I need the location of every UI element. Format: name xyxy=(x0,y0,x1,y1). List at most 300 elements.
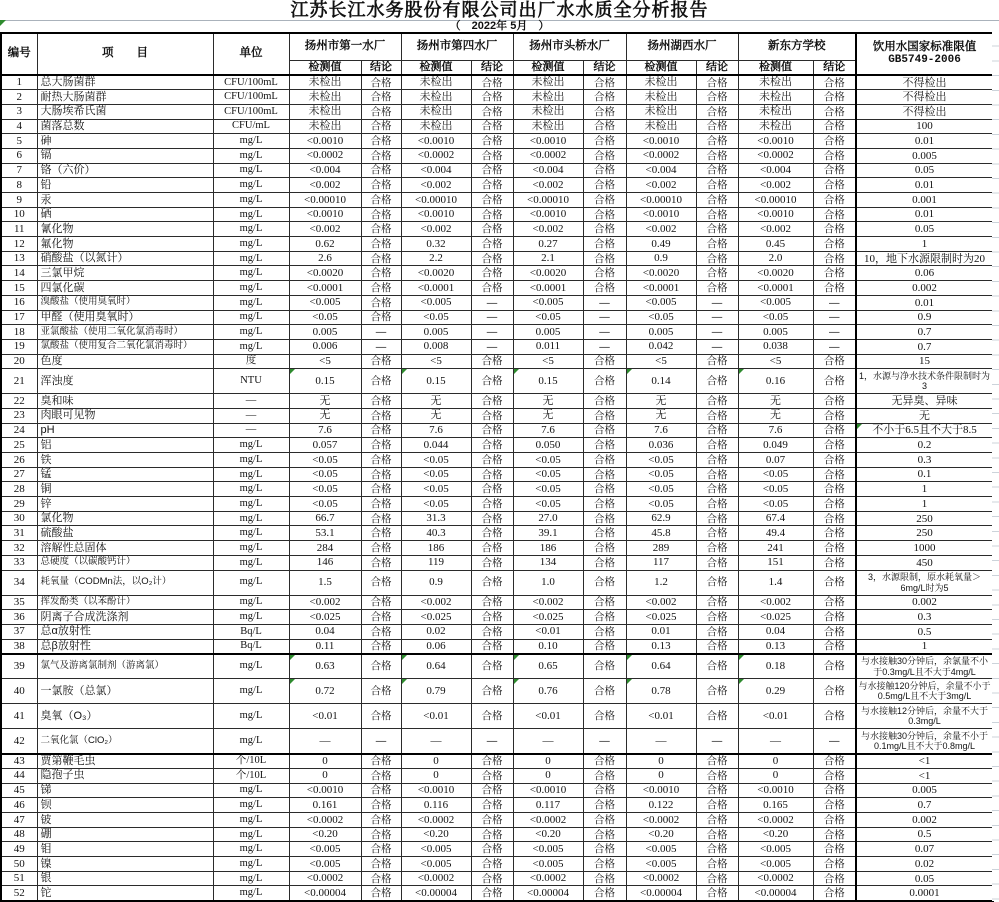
conclusion-cell[interactable]: 合格 xyxy=(471,90,513,105)
conclusion-cell[interactable]: 合格 xyxy=(813,526,856,541)
item-name-cell[interactable]: 镉 xyxy=(37,148,213,163)
measured-value-cell[interactable]: <0.0002 xyxy=(738,813,813,828)
measured-value-cell[interactable]: <0.002 xyxy=(513,178,583,193)
conclusion-cell[interactable]: 合格 xyxy=(471,857,513,872)
col-header-conclusion-2[interactable]: 结论 xyxy=(471,61,513,76)
row-number-cell[interactable]: 26 xyxy=(1,453,37,468)
conclusion-cell[interactable]: 合格 xyxy=(813,369,856,394)
conclusion-cell[interactable]: 合格 xyxy=(696,497,738,512)
unit-cell[interactable]: mg/L xyxy=(213,871,289,886)
row-number-cell[interactable]: 28 xyxy=(1,482,37,497)
row-number-cell[interactable]: 16 xyxy=(1,295,37,310)
measured-value-cell[interactable]: <0.00004 xyxy=(401,886,471,901)
measured-value-cell[interactable]: <0.05 xyxy=(513,310,583,325)
conclusion-cell[interactable]: 合格 xyxy=(813,119,856,134)
measured-value-cell[interactable]: 无 xyxy=(513,394,583,409)
conclusion-cell[interactable]: 合格 xyxy=(361,310,401,325)
row-number-cell[interactable]: 45 xyxy=(1,783,37,798)
conclusion-cell[interactable]: 合格 xyxy=(813,281,856,296)
col-header-value-2[interactable]: 检测值 xyxy=(401,61,471,76)
conclusion-cell[interactable]: 合格 xyxy=(813,423,856,438)
conclusion-cell[interactable]: 合格 xyxy=(696,570,738,595)
conclusion-cell[interactable]: — xyxy=(471,310,513,325)
conclusion-cell[interactable]: — xyxy=(696,295,738,310)
measured-value-cell[interactable]: 未检出 xyxy=(289,90,361,105)
measured-value-cell[interactable]: <0.004 xyxy=(401,163,471,178)
measured-value-cell[interactable]: 0.11 xyxy=(289,639,361,654)
item-name-cell[interactable]: 硼 xyxy=(37,827,213,842)
conclusion-cell[interactable]: 合格 xyxy=(696,704,738,729)
measured-value-cell[interactable]: <0.005 xyxy=(401,842,471,857)
measured-value-cell[interactable]: <0.20 xyxy=(401,827,471,842)
measured-value-cell[interactable]: <0.0002 xyxy=(289,813,361,828)
measured-value-cell[interactable]: — xyxy=(513,729,583,754)
row-number-cell[interactable]: 25 xyxy=(1,438,37,453)
unit-cell[interactable]: mg/L xyxy=(213,704,289,729)
conclusion-cell[interactable]: 合格 xyxy=(471,526,513,541)
measured-value-cell[interactable]: 0.005 xyxy=(626,325,696,340)
measured-value-cell[interactable]: 0 xyxy=(738,768,813,783)
conclusion-cell[interactable]: 合格 xyxy=(813,871,856,886)
conclusion-cell[interactable]: 合格 xyxy=(471,467,513,482)
measured-value-cell[interactable]: <0.05 xyxy=(289,467,361,482)
row-number-cell[interactable]: 36 xyxy=(1,610,37,625)
unit-cell[interactable]: — xyxy=(213,423,289,438)
standard-limit-cell[interactable]: 0.7 xyxy=(856,339,993,354)
measured-value-cell[interactable]: 7.6 xyxy=(513,423,583,438)
measured-value-cell[interactable]: 未检出 xyxy=(289,119,361,134)
standard-limit-cell[interactable]: 0.01 xyxy=(856,295,993,310)
item-name-cell[interactable]: 锑 xyxy=(37,783,213,798)
conclusion-cell[interactable]: 合格 xyxy=(471,768,513,783)
measured-value-cell[interactable]: <0.005 xyxy=(289,842,361,857)
conclusion-cell[interactable]: 合格 xyxy=(813,595,856,610)
standard-limit-cell[interactable]: 100 xyxy=(856,119,993,134)
measured-value-cell[interactable]: 0.18 xyxy=(738,654,813,679)
conclusion-cell[interactable]: 合格 xyxy=(583,783,626,798)
measured-value-cell[interactable]: 7.6 xyxy=(738,423,813,438)
measured-value-cell[interactable]: 0.006 xyxy=(289,339,361,354)
conclusion-cell[interactable]: 合格 xyxy=(361,842,401,857)
conclusion-cell[interactable]: 合格 xyxy=(583,119,626,134)
measured-value-cell[interactable]: 未检出 xyxy=(401,90,471,105)
conclusion-cell[interactable]: 合格 xyxy=(361,295,401,310)
col-header-conclusion-3[interactable]: 结论 xyxy=(583,61,626,76)
conclusion-cell[interactable]: 合格 xyxy=(813,104,856,119)
measured-value-cell[interactable]: 0.07 xyxy=(738,453,813,468)
measured-value-cell[interactable]: 无 xyxy=(401,394,471,409)
measured-value-cell[interactable]: — xyxy=(626,729,696,754)
measured-value-cell[interactable]: 0.9 xyxy=(626,251,696,266)
standard-limit-cell[interactable]: 0.3 xyxy=(856,610,993,625)
measured-value-cell[interactable]: <0.0010 xyxy=(401,134,471,149)
measured-value-cell[interactable]: 0.64 xyxy=(626,654,696,679)
conclusion-cell[interactable]: — xyxy=(471,729,513,754)
conclusion-cell[interactable]: 合格 xyxy=(471,222,513,237)
item-name-cell[interactable]: 镍 xyxy=(37,857,213,872)
measured-value-cell[interactable]: 0.116 xyxy=(401,798,471,813)
measured-value-cell[interactable]: <0.0020 xyxy=(738,266,813,281)
measured-value-cell[interactable]: <0.05 xyxy=(513,467,583,482)
measured-value-cell[interactable]: 0.15 xyxy=(401,369,471,394)
measured-value-cell[interactable]: 未检出 xyxy=(738,104,813,119)
row-number-cell[interactable]: 38 xyxy=(1,639,37,654)
item-name-cell[interactable]: 锌 xyxy=(37,497,213,512)
conclusion-cell[interactable]: 合格 xyxy=(471,624,513,639)
item-name-cell[interactable]: 三氯甲烷 xyxy=(37,266,213,281)
conclusion-cell[interactable]: 合格 xyxy=(813,482,856,497)
item-name-cell[interactable]: 总α放射性 xyxy=(37,624,213,639)
conclusion-cell[interactable]: — xyxy=(361,729,401,754)
measured-value-cell[interactable]: 0 xyxy=(513,768,583,783)
unit-cell[interactable]: — xyxy=(213,394,289,409)
item-name-cell[interactable]: 硫酸盐 xyxy=(37,526,213,541)
row-number-cell[interactable]: 43 xyxy=(1,754,37,769)
conclusion-cell[interactable]: 合格 xyxy=(696,813,738,828)
measured-value-cell[interactable]: 未检出 xyxy=(738,119,813,134)
measured-value-cell[interactable]: <0.00004 xyxy=(738,886,813,901)
unit-cell[interactable]: mg/L xyxy=(213,295,289,310)
row-number-cell[interactable]: 49 xyxy=(1,842,37,857)
item-name-cell[interactable]: 大肠埃希氏菌 xyxy=(37,104,213,119)
measured-value-cell[interactable]: 无 xyxy=(289,394,361,409)
measured-value-cell[interactable]: <0.00010 xyxy=(626,193,696,208)
measured-value-cell[interactable]: <0.00010 xyxy=(289,193,361,208)
measured-value-cell[interactable]: 0.15 xyxy=(289,369,361,394)
unit-cell[interactable]: mg/L xyxy=(213,541,289,556)
item-name-cell[interactable]: 汞 xyxy=(37,193,213,208)
conclusion-cell[interactable]: 合格 xyxy=(813,783,856,798)
conclusion-cell[interactable]: 合格 xyxy=(583,798,626,813)
conclusion-cell[interactable]: 合格 xyxy=(583,526,626,541)
measured-value-cell[interactable]: <0.005 xyxy=(513,857,583,872)
conclusion-cell[interactable]: — xyxy=(471,295,513,310)
item-name-cell[interactable]: 钡 xyxy=(37,798,213,813)
col-header-plant-4[interactable]: 扬州湖西水厂 xyxy=(626,33,738,61)
measured-value-cell[interactable]: <0.0010 xyxy=(289,783,361,798)
unit-cell[interactable]: mg/L xyxy=(213,163,289,178)
measured-value-cell[interactable]: 66.7 xyxy=(289,511,361,526)
conclusion-cell[interactable]: 合格 xyxy=(471,886,513,901)
measured-value-cell[interactable]: <5 xyxy=(401,354,471,369)
unit-cell[interactable]: mg/L xyxy=(213,783,289,798)
item-name-cell[interactable]: 硒 xyxy=(37,207,213,222)
conclusion-cell[interactable]: 合格 xyxy=(813,827,856,842)
standard-limit-cell[interactable]: 与水接触30分钟后，余量不小于0.1mg/L且不大于0.8mg/L xyxy=(856,729,993,754)
measured-value-cell[interactable]: <0.025 xyxy=(513,610,583,625)
col-header-plant-2[interactable]: 扬州市第四水厂 xyxy=(401,33,513,61)
conclusion-cell[interactable]: 合格 xyxy=(583,639,626,654)
conclusion-cell[interactable]: 合格 xyxy=(583,163,626,178)
conclusion-cell[interactable]: 合格 xyxy=(361,394,401,409)
measured-value-cell[interactable]: 未检出 xyxy=(289,75,361,90)
measured-value-cell[interactable]: <0.05 xyxy=(513,497,583,512)
conclusion-cell[interactable]: 合格 xyxy=(471,570,513,595)
measured-value-cell[interactable]: <0.0020 xyxy=(401,266,471,281)
conclusion-cell[interactable]: 合格 xyxy=(471,148,513,163)
measured-value-cell[interactable]: 0.32 xyxy=(401,237,471,252)
measured-value-cell[interactable]: <0.05 xyxy=(626,497,696,512)
standard-limit-cell[interactable]: 0.01 xyxy=(856,178,993,193)
measured-value-cell[interactable]: <0.0010 xyxy=(626,783,696,798)
row-number-cell[interactable]: 32 xyxy=(1,541,37,556)
measured-value-cell[interactable]: <0.00004 xyxy=(626,886,696,901)
measured-value-cell[interactable]: <0.0001 xyxy=(289,281,361,296)
row-number-cell[interactable]: 2 xyxy=(1,90,37,105)
conclusion-cell[interactable]: 合格 xyxy=(813,704,856,729)
standard-limit-cell[interactable]: 15 xyxy=(856,354,993,369)
conclusion-cell[interactable]: 合格 xyxy=(471,482,513,497)
conclusion-cell[interactable]: 合格 xyxy=(696,467,738,482)
measured-value-cell[interactable]: <0.05 xyxy=(401,467,471,482)
unit-cell[interactable]: mg/L xyxy=(213,654,289,679)
conclusion-cell[interactable]: 合格 xyxy=(696,369,738,394)
measured-value-cell[interactable]: 0.01 xyxy=(626,624,696,639)
conclusion-cell[interactable]: 合格 xyxy=(471,251,513,266)
conclusion-cell[interactable]: 合格 xyxy=(361,266,401,281)
conclusion-cell[interactable]: 合格 xyxy=(813,90,856,105)
measured-value-cell[interactable]: <0.0010 xyxy=(289,134,361,149)
conclusion-cell[interactable]: 合格 xyxy=(813,570,856,595)
measured-value-cell[interactable]: 未检出 xyxy=(401,104,471,119)
measured-value-cell[interactable]: <0.004 xyxy=(738,163,813,178)
standard-limit-cell[interactable]: 0.1 xyxy=(856,467,993,482)
conclusion-cell[interactable]: 合格 xyxy=(696,842,738,857)
col-header-value-4[interactable]: 检测值 xyxy=(626,61,696,76)
measured-value-cell[interactable]: <0.05 xyxy=(626,482,696,497)
measured-value-cell[interactable]: <0.05 xyxy=(289,453,361,468)
conclusion-cell[interactable]: 合格 xyxy=(696,654,738,679)
unit-cell[interactable]: mg/L xyxy=(213,857,289,872)
item-name-cell[interactable]: 耗氧量（CODMn法，以O₂计） xyxy=(37,570,213,595)
measured-value-cell[interactable]: <0.0020 xyxy=(289,266,361,281)
unit-cell[interactable]: mg/L xyxy=(213,148,289,163)
measured-value-cell[interactable]: <0.01 xyxy=(289,704,361,729)
conclusion-cell[interactable]: 合格 xyxy=(813,408,856,423)
measured-value-cell[interactable]: <0.025 xyxy=(289,610,361,625)
item-name-cell[interactable]: 总β放射性 xyxy=(37,639,213,654)
measured-value-cell[interactable]: <0.0020 xyxy=(626,266,696,281)
conclusion-cell[interactable]: 合格 xyxy=(813,251,856,266)
col-header-conclusion-5[interactable]: 结论 xyxy=(813,61,856,76)
conclusion-cell[interactable]: 合格 xyxy=(471,555,513,570)
conclusion-cell[interactable]: 合格 xyxy=(696,886,738,901)
measured-value-cell[interactable]: <0.025 xyxy=(401,610,471,625)
measured-value-cell[interactable]: 2.2 xyxy=(401,251,471,266)
conclusion-cell[interactable]: 合格 xyxy=(471,354,513,369)
measured-value-cell[interactable]: 0.72 xyxy=(289,679,361,704)
measured-value-cell[interactable]: 0.057 xyxy=(289,438,361,453)
conclusion-cell[interactable]: 合格 xyxy=(696,555,738,570)
conclusion-cell[interactable]: 合格 xyxy=(471,394,513,409)
standard-limit-cell[interactable]: 0.005 xyxy=(856,148,993,163)
conclusion-cell[interactable]: 合格 xyxy=(813,610,856,625)
measured-value-cell[interactable]: <5 xyxy=(289,354,361,369)
conclusion-cell[interactable]: 合格 xyxy=(471,754,513,769)
standard-limit-cell[interactable]: 1 xyxy=(856,497,993,512)
conclusion-cell[interactable]: 合格 xyxy=(696,237,738,252)
unit-cell[interactable]: mg/L xyxy=(213,595,289,610)
conclusion-cell[interactable]: 合格 xyxy=(813,134,856,149)
measured-value-cell[interactable]: 2.0 xyxy=(738,251,813,266)
item-name-cell[interactable]: 一氯胺（总氯） xyxy=(37,679,213,704)
conclusion-cell[interactable]: 合格 xyxy=(583,610,626,625)
item-name-cell[interactable]: pH xyxy=(37,423,213,438)
measured-value-cell[interactable]: <0.20 xyxy=(626,827,696,842)
measured-value-cell[interactable]: <0.01 xyxy=(513,624,583,639)
row-number-cell[interactable]: 19 xyxy=(1,339,37,354)
unit-cell[interactable]: mg/L xyxy=(213,526,289,541)
row-number-cell[interactable]: 37 xyxy=(1,624,37,639)
measured-value-cell[interactable]: 0.04 xyxy=(289,624,361,639)
measured-value-cell[interactable]: 0 xyxy=(401,768,471,783)
measured-value-cell[interactable]: 27.0 xyxy=(513,511,583,526)
conclusion-cell[interactable]: 合格 xyxy=(696,768,738,783)
measured-value-cell[interactable]: <0.005 xyxy=(289,857,361,872)
conclusion-cell[interactable]: 合格 xyxy=(361,555,401,570)
item-name-cell[interactable]: 铊 xyxy=(37,886,213,901)
conclusion-cell[interactable]: 合格 xyxy=(813,266,856,281)
conclusion-cell[interactable]: 合格 xyxy=(471,207,513,222)
measured-value-cell[interactable]: <0.20 xyxy=(513,827,583,842)
row-number-cell[interactable]: 30 xyxy=(1,511,37,526)
conclusion-cell[interactable]: 合格 xyxy=(361,798,401,813)
measured-value-cell[interactable]: <0.00010 xyxy=(401,193,471,208)
measured-value-cell[interactable]: <0.20 xyxy=(738,827,813,842)
measured-value-cell[interactable]: <0.0002 xyxy=(513,148,583,163)
measured-value-cell[interactable]: 0.06 xyxy=(401,639,471,654)
standard-limit-cell[interactable]: 0.002 xyxy=(856,813,993,828)
measured-value-cell[interactable]: 未检出 xyxy=(738,90,813,105)
conclusion-cell[interactable]: 合格 xyxy=(696,193,738,208)
conclusion-cell[interactable]: 合格 xyxy=(813,163,856,178)
conclusion-cell[interactable]: 合格 xyxy=(471,511,513,526)
standard-limit-cell[interactable]: 0.02 xyxy=(856,857,993,872)
conclusion-cell[interactable]: 合格 xyxy=(813,193,856,208)
unit-cell[interactable]: mg/L xyxy=(213,679,289,704)
conclusion-cell[interactable]: 合格 xyxy=(696,610,738,625)
standard-limit-cell[interactable]: 250 xyxy=(856,511,993,526)
standard-limit-cell[interactable]: 1 xyxy=(856,237,993,252)
measured-value-cell[interactable]: 0.79 xyxy=(401,679,471,704)
row-number-cell[interactable]: 5 xyxy=(1,134,37,149)
measured-value-cell[interactable]: <0.002 xyxy=(401,222,471,237)
unit-cell[interactable]: mg/L xyxy=(213,886,289,901)
conclusion-cell[interactable]: 合格 xyxy=(361,222,401,237)
conclusion-cell[interactable]: 合格 xyxy=(696,438,738,453)
conclusion-cell[interactable]: — xyxy=(583,729,626,754)
standard-limit-cell[interactable]: 0.05 xyxy=(856,871,993,886)
unit-cell[interactable]: — xyxy=(213,408,289,423)
measured-value-cell[interactable]: 0 xyxy=(626,768,696,783)
measured-value-cell[interactable]: 0.9 xyxy=(401,570,471,595)
conclusion-cell[interactable]: — xyxy=(471,325,513,340)
conclusion-cell[interactable]: 合格 xyxy=(696,148,738,163)
measured-value-cell[interactable]: 53.1 xyxy=(289,526,361,541)
item-name-cell[interactable]: 贾第鞭毛虫 xyxy=(37,754,213,769)
conclusion-cell[interactable]: 合格 xyxy=(361,193,401,208)
conclusion-cell[interactable]: 合格 xyxy=(696,639,738,654)
row-number-cell[interactable]: 50 xyxy=(1,857,37,872)
measured-value-cell[interactable]: 39.1 xyxy=(513,526,583,541)
conclusion-cell[interactable]: 合格 xyxy=(471,119,513,134)
standard-limit-cell[interactable]: 0.3 xyxy=(856,453,993,468)
conclusion-cell[interactable]: 合格 xyxy=(583,467,626,482)
row-number-cell[interactable]: 10 xyxy=(1,207,37,222)
conclusion-cell[interactable]: 合格 xyxy=(813,222,856,237)
conclusion-cell[interactable]: 合格 xyxy=(583,354,626,369)
measured-value-cell[interactable]: <0.0001 xyxy=(626,281,696,296)
conclusion-cell[interactable]: 合格 xyxy=(471,75,513,90)
measured-value-cell[interactable]: <0.0002 xyxy=(401,813,471,828)
measured-value-cell[interactable]: 0.64 xyxy=(401,654,471,679)
conclusion-cell[interactable]: 合格 xyxy=(696,541,738,556)
unit-cell[interactable]: mg/L xyxy=(213,610,289,625)
conclusion-cell[interactable]: 合格 xyxy=(583,90,626,105)
measured-value-cell[interactable]: <5 xyxy=(626,354,696,369)
measured-value-cell[interactable]: <0.0002 xyxy=(401,148,471,163)
measured-value-cell[interactable]: 0 xyxy=(401,754,471,769)
measured-value-cell[interactable]: 45.8 xyxy=(626,526,696,541)
conclusion-cell[interactable]: 合格 xyxy=(471,104,513,119)
measured-value-cell[interactable]: <0.05 xyxy=(289,497,361,512)
measured-value-cell[interactable]: <0.0010 xyxy=(738,783,813,798)
conclusion-cell[interactable]: 合格 xyxy=(471,178,513,193)
row-number-cell[interactable]: 40 xyxy=(1,679,37,704)
measured-value-cell[interactable]: 未检出 xyxy=(401,75,471,90)
conclusion-cell[interactable]: — xyxy=(583,310,626,325)
conclusion-cell[interactable]: 合格 xyxy=(813,639,856,654)
conclusion-cell[interactable]: 合格 xyxy=(471,369,513,394)
measured-value-cell[interactable]: 0.14 xyxy=(626,369,696,394)
conclusion-cell[interactable]: 合格 xyxy=(813,654,856,679)
measured-value-cell[interactable]: <0.0002 xyxy=(738,871,813,886)
measured-value-cell[interactable]: — xyxy=(401,729,471,754)
conclusion-cell[interactable]: 合格 xyxy=(361,654,401,679)
conclusion-cell[interactable]: 合格 xyxy=(813,842,856,857)
standard-limit-cell[interactable]: 0.05 xyxy=(856,222,993,237)
item-name-cell[interactable]: 溴酸盐（使用臭氧时） xyxy=(37,295,213,310)
col-header-plant-1[interactable]: 扬州市第一水厂 xyxy=(289,33,401,61)
conclusion-cell[interactable]: 合格 xyxy=(813,207,856,222)
item-name-cell[interactable]: 耐热大肠菌群 xyxy=(37,90,213,105)
item-name-cell[interactable]: 甲醛（使用臭氧时） xyxy=(37,310,213,325)
conclusion-cell[interactable]: 合格 xyxy=(696,281,738,296)
conclusion-cell[interactable]: 合格 xyxy=(361,886,401,901)
unit-cell[interactable]: mg/L xyxy=(213,222,289,237)
row-number-cell[interactable]: 18 xyxy=(1,325,37,340)
measured-value-cell[interactable]: <0.004 xyxy=(289,163,361,178)
conclusion-cell[interactable]: — xyxy=(813,295,856,310)
measured-value-cell[interactable]: <0.01 xyxy=(626,704,696,729)
measured-value-cell[interactable]: <0.05 xyxy=(626,467,696,482)
measured-value-cell[interactable]: <0.05 xyxy=(738,482,813,497)
conclusion-cell[interactable]: 合格 xyxy=(471,783,513,798)
unit-cell[interactable]: mg/L xyxy=(213,438,289,453)
row-number-cell[interactable]: 20 xyxy=(1,354,37,369)
standard-limit-cell[interactable]: 不得检出 xyxy=(856,75,993,90)
measured-value-cell[interactable]: <0.05 xyxy=(513,482,583,497)
conclusion-cell[interactable]: 合格 xyxy=(361,134,401,149)
conclusion-cell[interactable]: 合格 xyxy=(471,266,513,281)
measured-value-cell[interactable]: 未检出 xyxy=(738,75,813,90)
item-name-cell[interactable]: 菌落总数 xyxy=(37,119,213,134)
standard-limit-cell[interactable]: 无异臭、异味 xyxy=(856,394,993,409)
conclusion-cell[interactable]: 合格 xyxy=(696,783,738,798)
unit-cell[interactable]: 个/10L xyxy=(213,768,289,783)
conclusion-cell[interactable]: 合格 xyxy=(361,704,401,729)
conclusion-cell[interactable]: 合格 xyxy=(361,639,401,654)
